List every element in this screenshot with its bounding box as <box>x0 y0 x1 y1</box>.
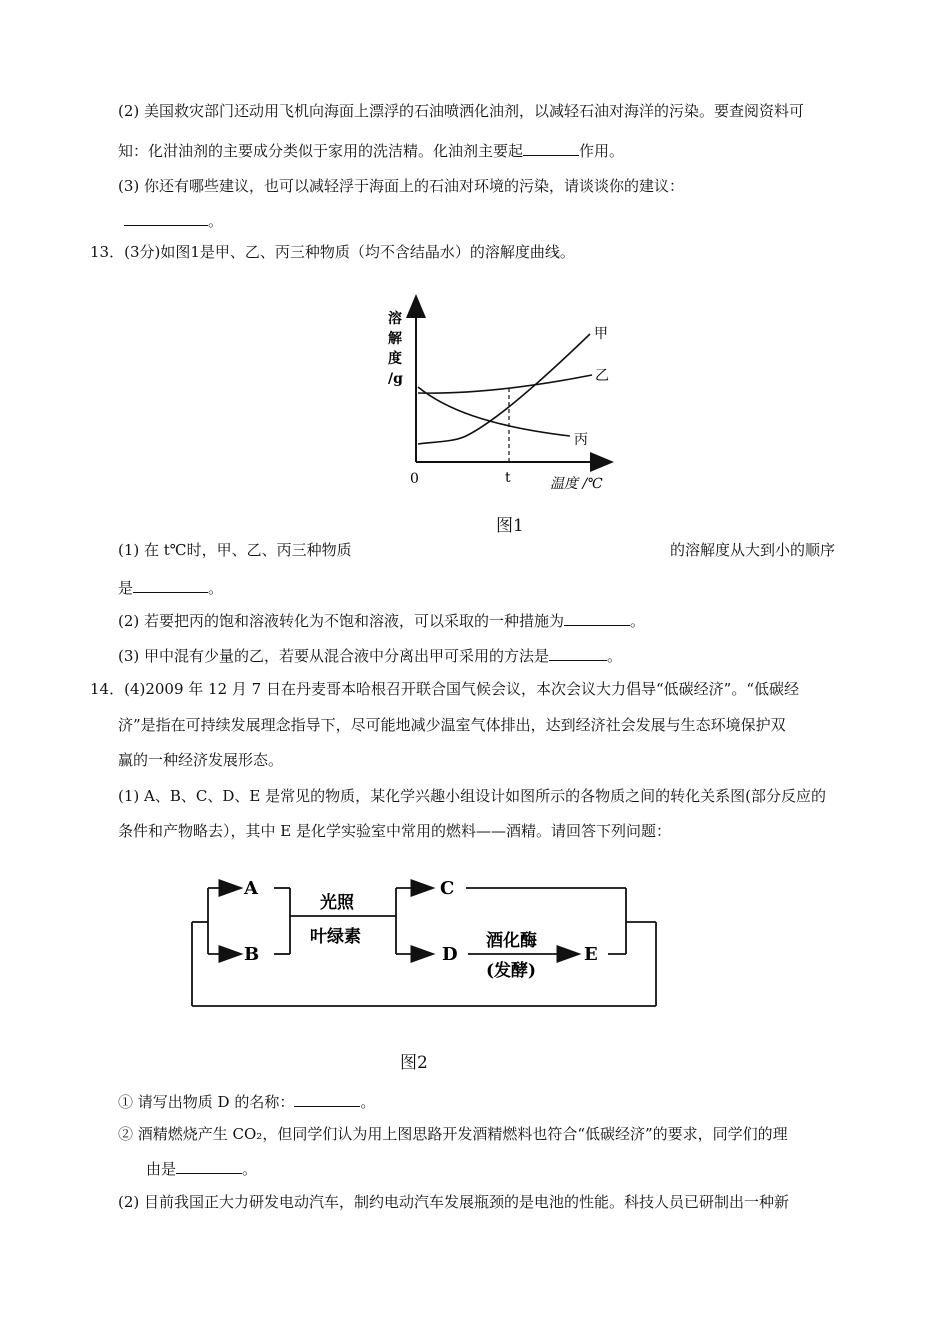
answer-blank[interactable] <box>564 610 630 626</box>
q13-part1-left: (1) 在 t℃时，甲、乙、丙三种物质 <box>118 541 352 559</box>
q14-sub2-line1: ② 酒精燃烧产生 CO₂，但同学们认为用上图思路开发酒精燃料也符合“低碳经济”的要求，同学们的理 <box>118 1125 788 1143</box>
q12-part3-suffix: 。 <box>208 212 224 230</box>
t-label: t <box>505 470 511 486</box>
x-axis-label: 温度 /℃ <box>550 476 603 492</box>
q13-part1-line2 <box>118 577 223 598</box>
condition-chlorophyll: 叶绿素 <box>310 927 361 947</box>
q13-part3-suffix: 。 <box>607 647 623 665</box>
y-axis-label-3: 度 <box>388 351 402 367</box>
q14-part1-line1: (1) A、B、C、D、E 是常见的物质，某化学兴趣小组设计如图所示的各物质之间的转化关系图(部分反应的 <box>118 787 826 805</box>
conversion-diagram <box>180 866 670 1016</box>
curve-label-bing: 丙 <box>574 432 588 448</box>
node-a: A <box>244 878 258 899</box>
curve-yi <box>418 375 592 393</box>
y-axis-label-4: /g <box>388 371 403 387</box>
q14-sub1-suffix: 。 <box>360 1093 376 1111</box>
answer-blank[interactable] <box>523 140 579 156</box>
q12-part2-text: 知：化泔油剂的主要成分类似于家用的洗洁精。化油剂主要起 <box>118 142 524 160</box>
q13-heading: 13．(3分)如图1是甲、乙、丙三种物质（均不含结晶水）的溶解度曲线。 <box>90 243 575 261</box>
q12-part3-line2 <box>124 210 223 231</box>
q13-part3 <box>118 645 622 666</box>
q12-part2-line2 <box>118 140 624 161</box>
q12-part3-line1: (3) 你还有哪些建议，也可以减轻浮于海面上的石油对环境的污染，请谈谈你的建议： <box>118 177 685 195</box>
q14-sub1 <box>118 1091 375 1112</box>
node-c: C <box>440 878 455 899</box>
figure2-caption: 图2 <box>400 1053 428 1073</box>
figure1-caption: 图1 <box>496 516 524 536</box>
q14-sub2-suffix: 。 <box>242 1160 258 1178</box>
q13-part1-text: 是 <box>118 579 134 597</box>
answer-blank[interactable] <box>133 577 208 593</box>
q14-heading-line1: 14．(4)2009 年 12 月 7 日在丹麦哥本哈根召开联合国气候会议，本次会议大力倡导“低碳经济”。“低碳经 <box>90 680 799 698</box>
answer-blank[interactable] <box>294 1091 360 1107</box>
q13-part3-text: (3) 甲中混有少量的乙，若要从混合液中分离出甲可采用的方法是 <box>118 647 550 665</box>
solubility-curve-figure <box>370 290 630 500</box>
q14-part1-line2: 条件和产物略去），其中 E 是化学实验室中常用的燃料——酒精。请回答下列问题： <box>118 822 671 840</box>
curve-label-jia: 甲 <box>594 326 608 342</box>
q14-sub2-text: 由是 <box>146 1160 177 1178</box>
q14-sub2-line2 <box>146 1158 257 1179</box>
condition-enzyme: 酒化酶 <box>486 931 537 951</box>
q14-part2-line1: (2) 目前我国正大力研发电动汽车，制约电动汽车发展瓶颈的是电池的性能。科技人员已研制出一种新 <box>118 1193 790 1211</box>
q13-part2-suffix: 。 <box>630 612 646 630</box>
curve-label-yi: 乙 <box>595 368 609 384</box>
q13-part1-right: 的溶解度从大到小的顺序 <box>670 541 836 559</box>
origin-label: 0 <box>410 471 419 487</box>
q13-part2 <box>118 610 645 631</box>
condition-fermentation: (发酵) <box>486 961 537 981</box>
node-b: B <box>244 944 260 965</box>
answer-blank[interactable] <box>549 645 607 661</box>
q14-heading-line2: 济”是指在可持续发展理念指导下，尽可能地减少温室气体排出，达到经济社会发展与生态环境保护双 <box>118 716 786 734</box>
q12-part2-suffix: 作用。 <box>579 142 625 160</box>
answer-blank[interactable] <box>124 210 208 226</box>
y-axis-label-1: 溶 <box>388 311 402 327</box>
y-axis-label-2: 解 <box>388 331 402 347</box>
node-e: E <box>584 944 598 965</box>
q14-heading-line3: 赢的一种经济发展形态。 <box>118 751 284 769</box>
q13-part2-text: (2) 若要把丙的饱和溶液转化为不饱和溶液，可以采取的一种措施为 <box>118 612 565 630</box>
q12-part2-line1: (2) 美国救灾部门还动用飞机向海面上漂浮的石油喷洒化油剂，以减轻石油对海洋的污染。要查阅资料可 <box>118 102 805 120</box>
answer-blank[interactable] <box>176 1158 242 1174</box>
node-d: D <box>442 944 458 965</box>
q14-sub1-text: ① 请写出物质 D 的名称： <box>118 1093 295 1111</box>
curve-bing <box>418 387 570 436</box>
condition-light: 光照 <box>320 893 354 913</box>
q13-part1-suffix: 。 <box>208 579 224 597</box>
